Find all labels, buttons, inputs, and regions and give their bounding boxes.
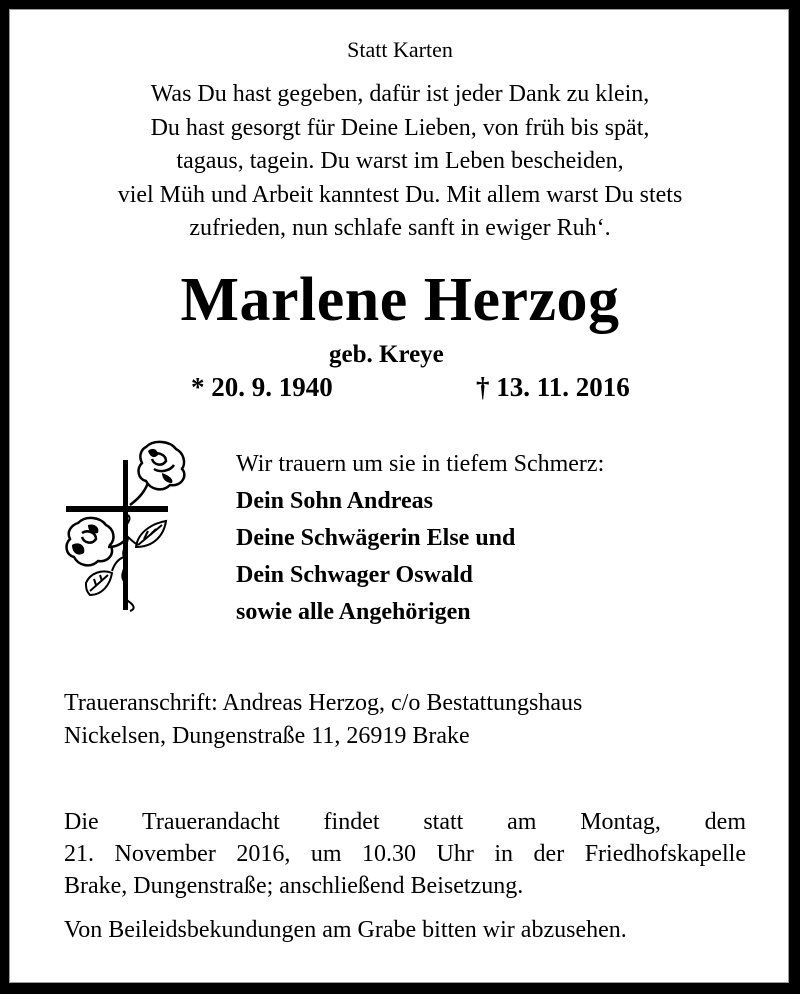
mourner-name: sowie alle Angehörigen (236, 599, 471, 625)
poem-line: Was Du hast gegeben, dafür ist jeder Dank zu klein, (150, 81, 650, 107)
service-line: 21. November 2016, um 10.30 Uhr in der Friedhofskapelle (64, 841, 746, 867)
closing-note: Von Beileidsbekundungen am Grabe bitten wir abzusehen. (64, 917, 627, 943)
deceased-name: Marlene Herzog (180, 266, 620, 334)
poem (10, 78, 790, 246)
mourners-heading: Wir trauern um sie in tiefem Schmerz: (236, 451, 605, 477)
service-line: Brake, Dungenstraße; anschließend Beisetzung. (64, 873, 524, 899)
maiden-name: geb. Kreye (329, 341, 444, 368)
mourner-name: Dein Sohn Andreas (236, 488, 433, 514)
cross-with-roses-icon (58, 435, 198, 615)
obituary-notice (9, 9, 789, 983)
service-details (64, 806, 746, 902)
mourner-name: Deine Schwägerin Else und (236, 525, 516, 551)
birth-date: * 20. 9. 1940 (191, 372, 333, 402)
poem-line: Du hast gesorgt für Deine Lieben, von früh bis spät, (150, 114, 650, 141)
mourning-address (64, 687, 582, 753)
poem-line: tagaus, tagein. Du warst im Leben bescheiden, (176, 148, 624, 174)
address-line: Traueranschrift: Andreas Herzog, c/o Bestattungshaus (64, 690, 583, 716)
mourner-name: Dein Schwager Oswald (236, 562, 473, 588)
death-date: † 13. 11. 2016 (476, 372, 630, 402)
address-line: Nickelsen, Dungenstraße 11, 26919 Brake (64, 723, 470, 749)
service-line: Die Trauerandacht findet statt am Montag, dem (64, 809, 746, 835)
mourners-block (236, 446, 604, 631)
poem-line: viel Müh und Arbeit kanntest Du. Mit allem warst Du stets (117, 181, 683, 208)
intro-line: Statt Karten (347, 37, 453, 62)
poem-line: zufrieden, nun schlafe sanft in ewiger Ruh‘. (189, 215, 611, 241)
